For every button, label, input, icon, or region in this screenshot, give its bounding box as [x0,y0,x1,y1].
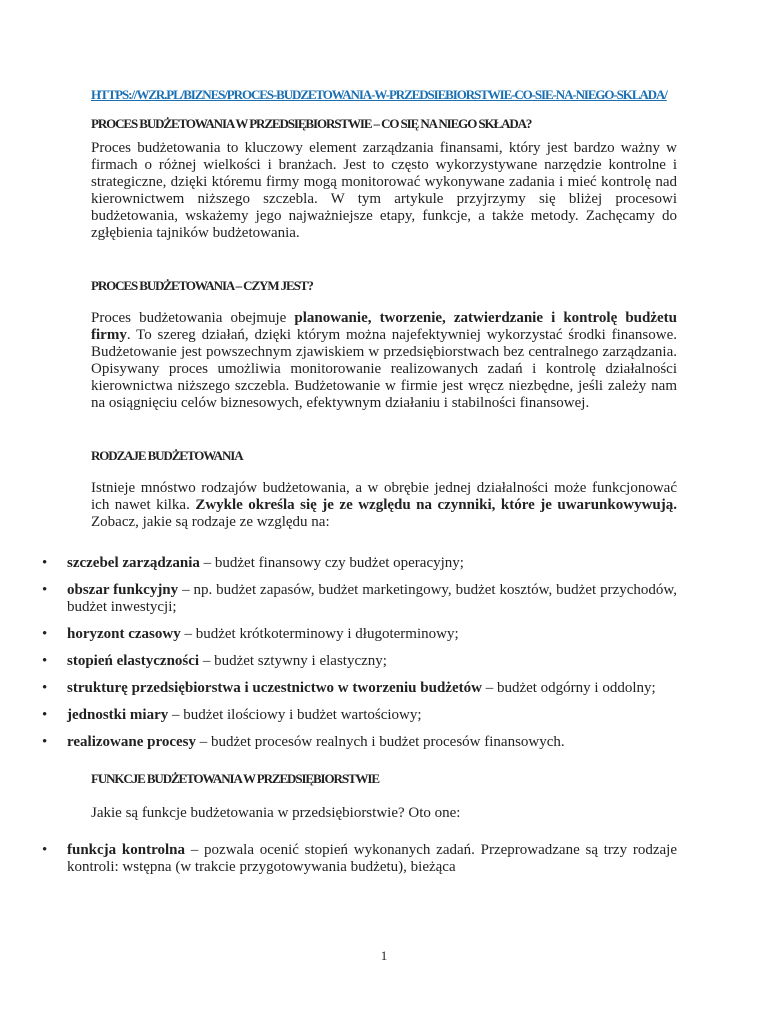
bullet-icon: • [42,680,48,696]
list-item-text: – budżet odgórny i oddolny; [481,680,656,696]
list-item [0,842,677,876]
list-item-bold: obszar funkcyjny [67,582,179,598]
bullet-icon: • [42,842,48,858]
list-item-bold: jednostki miary [67,707,169,723]
list-item-text: – budżet finansowy czy budżet operacyjny; [199,555,464,571]
list-item [0,707,677,724]
page-number: 1 [380,948,388,963]
functions-list [42,842,677,876]
list-item-text: – budżet krótkoterminowy i długoterminowy; [180,626,459,642]
list-item-bold: szczebel zarządzania [67,555,200,571]
source-link[interactable] [91,86,677,103]
list-item-text: – np. budżet zapasów, budżet marketingowy, budżet kosztów, budżet przychodów, budżet inwestycji; [67,582,677,615]
source-link-line-2: SKLADA/ [616,87,667,102]
types-list [42,555,677,751]
list-item [0,734,677,751]
bullet-icon: • [42,626,48,642]
section-heading-functions: FUNKCJE BUDŻETOWANIA W PRZEDSIĘBIORSTWIE [91,771,379,786]
intro-paragraph: Proces budżetowania to kluczowy element zarządzania finansami, który jest bardzo ważny w firmach o różnej wielkości i branżach. Jest to często wykorzystywane narzędzie kontrolne i strategiczne, dzięki któremu firmy mogą monitorować wykonywane zadania i mieć kontrolę nad kierownictwem niższego szczebla. W tym artykule przyjrzymy się bliżej procesowi budżetowania, wskażemy jego najważniejsze etapy, funkcje, a także metody. Zachęcamy do zgłębienia tajników budżetowania. [91,140,677,241]
source-link-line-1: HTTPS://WZR.PL/BIZNES/PROCES-BUDZETOWANIA-W-PRZEDSIEBIORSTWIE-CO-SIE-NA-NIEGO- [91,87,617,102]
document-body [42,86,677,886]
list-item-text: – budżet sztywny i elastyczny; [199,653,387,669]
bullet-icon: • [42,707,48,723]
list-item [0,582,677,616]
what-is-paragraph [91,310,677,412]
list-item [0,626,677,643]
bullet-icon: • [42,653,48,669]
list-item-bold: horyzont czasowy [67,626,181,642]
bullet-icon: • [42,555,48,571]
list-item-bold: stopień elastyczności [67,653,200,669]
list-item-bold: strukturę przedsiębiorstwa i uczestnictwo w tworzeniu budżetów [67,680,482,696]
what-is-bold-text: planowanie, tworzenie, zatwierdzanie i kontrolę budżetu firmy [91,310,677,343]
list-item-text: – budżet procesów realnych i budżet procesów finansowych. [196,734,565,750]
types-paragraph [91,480,677,531]
what-is-text-end: . To szereg działań, dzięki którym można najefektywniej wykorzystać środki finansowe. Budżetowanie jest powszechnym zjawiskiem w przedsiębiorstwach bez centralnego zarządzania. Opisywany proces umożliwia monitorowanie realizowanych zadań i kontrolę działalności kierownictwa niższego szczebla. Budżetowanie w firmie jest wręcz niezbędne, jeśli zależy nam na osiągnięciu celów biznesowych, efektywnym działaniu i stabilności finansowej. [91,327,677,411]
types-bold-text: Zwykle określa się je ze względu na czynniki, które je uwarunkowywują. [195,497,677,513]
section-heading-what-is: PROCES BUDŻETOWANIA – CZYM JEST? [91,278,313,293]
types-text-start: Istnieje mnóstwo rodzajów budżetowania, a w obrębie jednej działalności może funkcjonować ich nawet kilka. [91,480,677,513]
section-heading-process: PROCES BUDŻETOWANIA W PRZEDSIĘBIORSTWIE – CO SIĘ NA NIEGO SKŁADA? [91,116,532,131]
what-is-text-start: Proces budżetowania obejmuje [91,310,295,326]
list-item-text: – pozwala ocenić stopień wykonanych zadań. Przeprowadzane są trzy rodzaje kontroli: wstępna (w trakcie przygotowywania budżetu), bieżąca [67,842,677,875]
list-item [0,653,677,670]
list-item [0,555,677,572]
functions-paragraph: Jakie są funkcje budżetowania w przedsiębiorstwie? Oto one: [91,805,461,821]
list-item-text: – budżet ilościowy i budżet wartościowy; [168,707,422,723]
list-item-bold: realizowane procesy [67,734,197,750]
list-item [0,680,677,697]
bullet-icon: • [42,734,48,750]
bullet-icon: • [42,582,48,598]
section-heading-types: RODZAJE BUDŻETOWANIA [91,448,243,463]
list-item-bold: funkcja kontrolna [67,842,186,858]
types-text-end: Zobacz, jakie są rodzaje ze względu na: [91,514,330,530]
